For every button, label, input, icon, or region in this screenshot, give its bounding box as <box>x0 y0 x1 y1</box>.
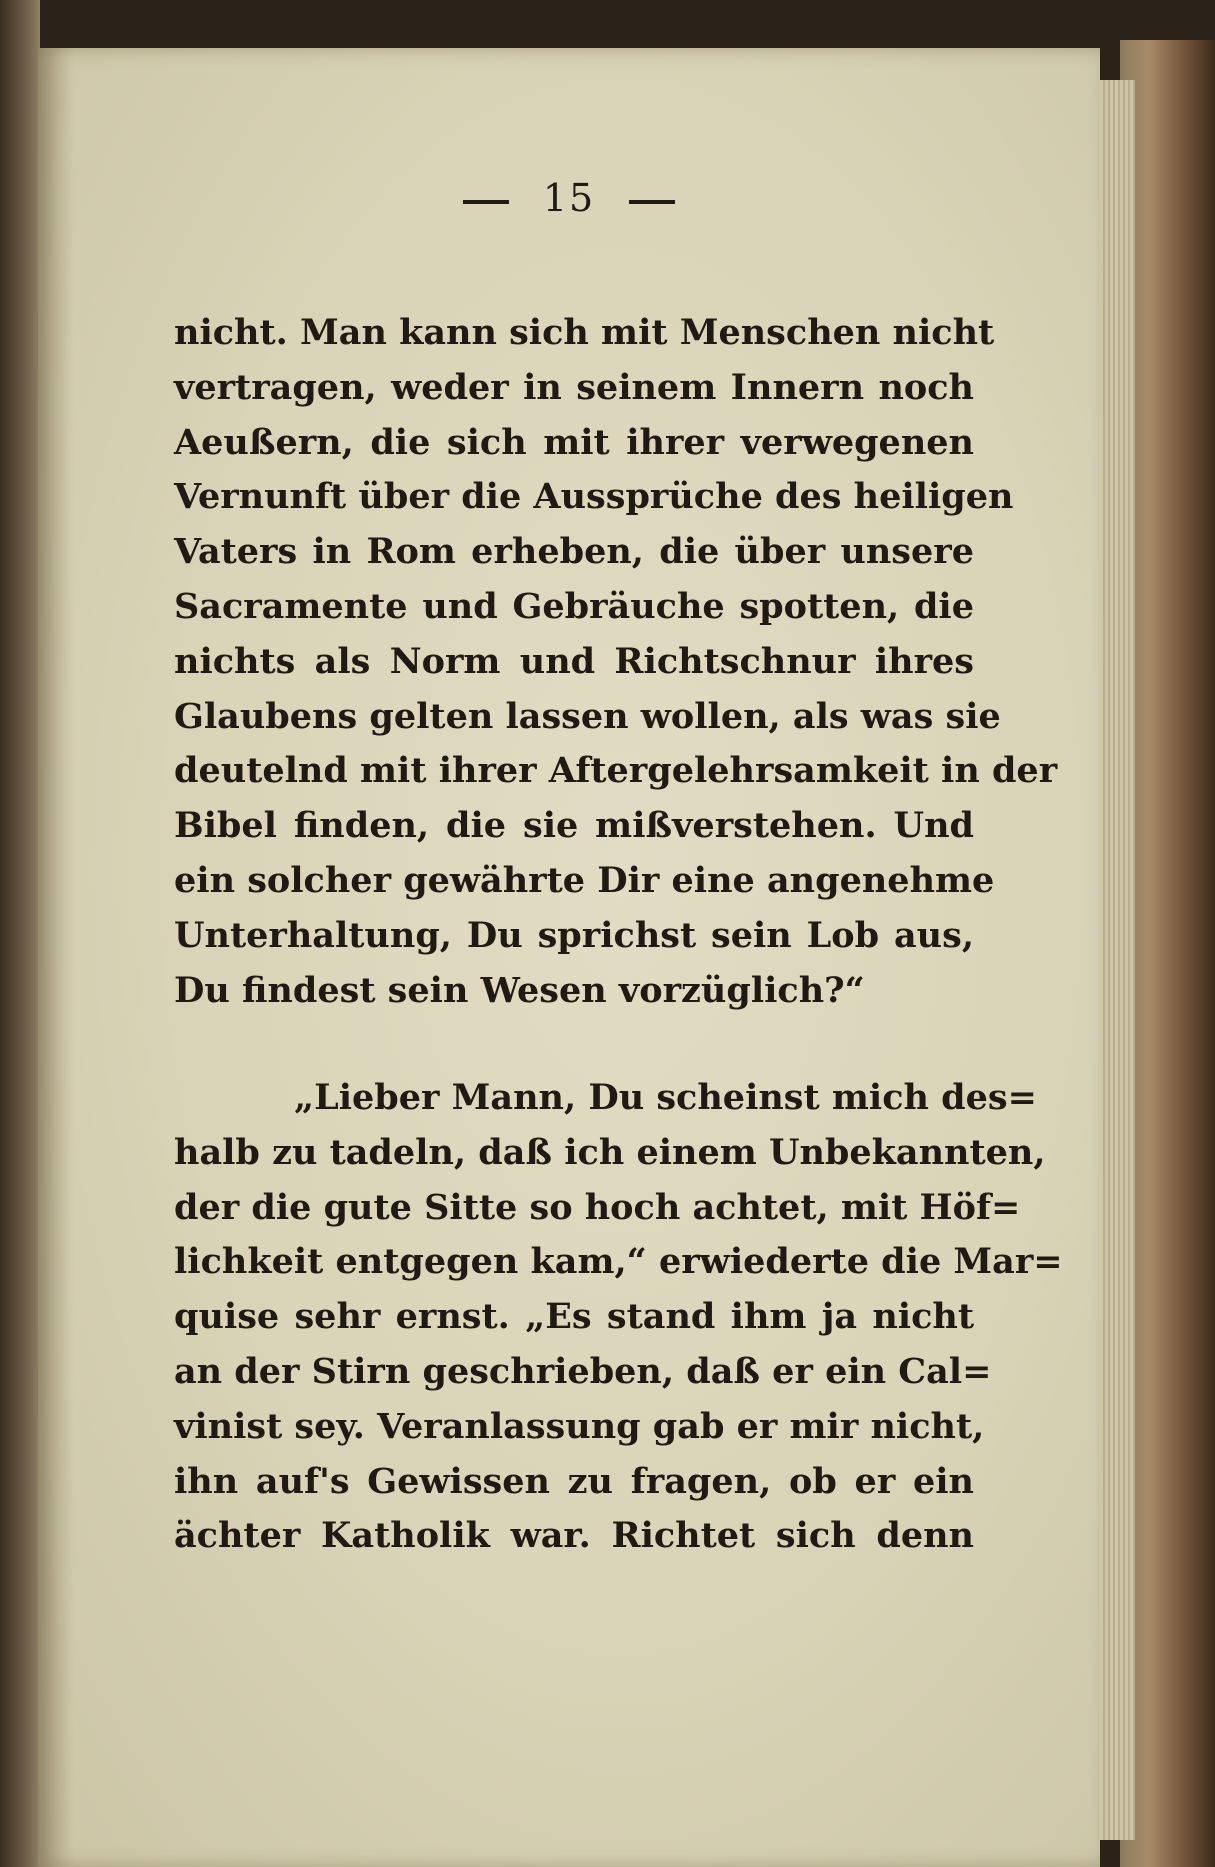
text-line: halb zu tadeln, daß ich einem Unbekannten, <box>174 1131 1046 1173</box>
text-line: deutelnd mit ihrer Aftergelehrsamkeit in der <box>174 750 1058 792</box>
header-dash-right <box>629 200 675 204</box>
text-line: Aeußern, die sich mit ihrer verwegenen <box>174 421 974 463</box>
text-line: vertragen, weder in seinem Innern noch <box>174 366 974 408</box>
text-line: Bibel finden, die sie mißverstehen. Und <box>174 805 974 847</box>
text-line: ihn auf's Gewissen zu fragen, ob er ein <box>174 1460 974 1502</box>
text-line: vinist sey. Veranlassung gab er mir nicht, <box>174 1405 985 1447</box>
text-line: nichts als Norm und Richtschnur ihres <box>174 640 974 682</box>
text-line: Glaubens gelten lassen wollen, als was sie <box>174 695 1001 737</box>
page-number: 15 <box>542 176 596 220</box>
text-line: Unterhaltung, Du sprichst sein Lob aus, <box>174 914 974 956</box>
paragraph-2 <box>174 1071 1063 1564</box>
paragraph-1 <box>174 306 1058 1018</box>
book-page <box>38 48 1100 1867</box>
text-line: quise sehr ernst. „Es stand ihm ja nicht <box>174 1296 974 1338</box>
text-line: Vaters in Rom erheben, die über unsere <box>174 531 974 573</box>
page-header <box>38 176 1100 220</box>
gutter-shadow <box>38 48 74 1867</box>
text-line: der die gute Sitte so hoch achtet, mit Höf= <box>174 1186 1021 1228</box>
text-line: ächter Katholik war. Richtet sich denn <box>174 1515 974 1557</box>
text-line: nicht. Man kann sich mit Menschen nicht <box>174 312 995 353</box>
text-line: Du findest sein Wesen vorzüglich?“ <box>174 969 865 1011</box>
text-line: Vernunft über die Aussprüche des heiligen <box>174 476 1014 518</box>
text-line: an der Stirn geschrieben, daß er ein Cal= <box>174 1350 992 1392</box>
book-cover-left <box>0 0 40 1867</box>
header-dash-left <box>463 200 509 204</box>
text-line: lichkeit entgegen kam,“ erwiederte die Mar= <box>174 1241 1063 1283</box>
text-line: „Lieber Mann, Du scheinst mich des= <box>294 1077 1037 1118</box>
page-edges <box>1095 80 1135 1840</box>
text-line: Sacramente und Gebräuche spotten, die <box>174 585 974 627</box>
text-line: ein solcher gewährte Dir eine angenehme <box>174 859 995 901</box>
